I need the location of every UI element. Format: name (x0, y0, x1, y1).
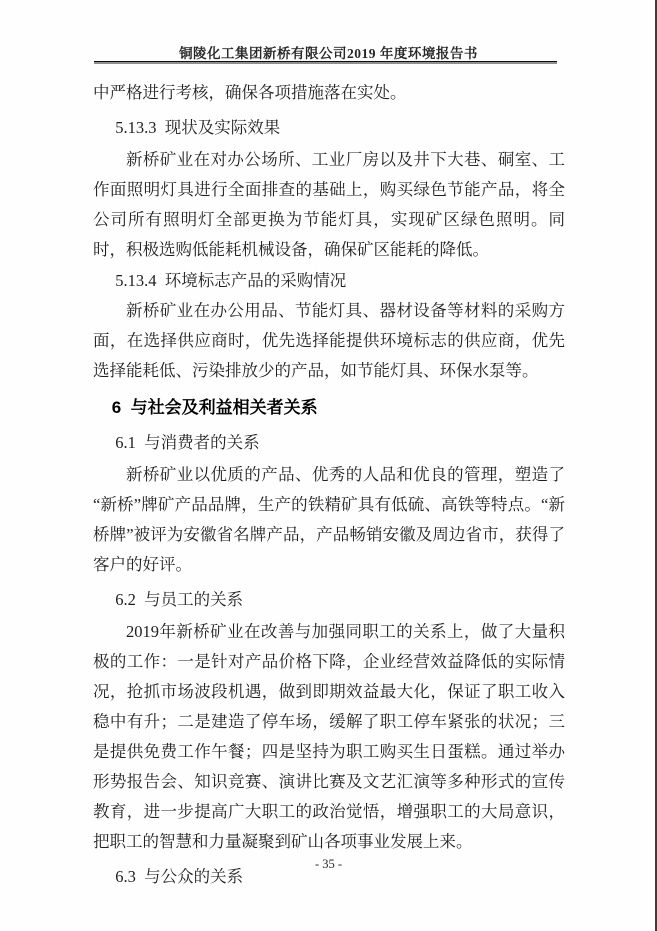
heading-5-13-4: 5.13.4 环境标志产品的采购情况 (115, 271, 347, 290)
heading-5-13-3: 5.13.3 现状及实际效果 (115, 118, 281, 137)
paragraph-carryover: 中严格进行考核，确保各项措施落在实处。 (93, 83, 407, 102)
paragraph-5-13-3: 新桥矿业在对办公场所、工业厂房以及井下大巷、硐室、工作面照明灯具进行全面排查的基础上，购买绿色节能产品，将全公司所有照明灯全部更换为节能灯具，实现矿区绿色照明。同时，积极选购低能耗机械设备，确保矿区能耗的降低。 (93, 150, 565, 259)
page-number: - 35 - (314, 857, 343, 871)
heading-6-2: 6.2 与员工的关系 (115, 590, 244, 609)
paragraph-6-1: 新桥矿业以优质的产品、优秀的人品和优良的管理，塑造了 “新桥”牌矿产品品牌，生产的铁精矿具有低硫、高铁等特点。“新桥牌”被评为安徽省名牌产品，产品畅销安徽及周边省市，获得了客户的好评。 (93, 465, 565, 574)
heading-6-1: 6.1 与消费者的关系 (115, 433, 260, 452)
document-body (93, 78, 565, 894)
heading-6-3: 6.3 与公众的关系 (115, 867, 244, 886)
paragraph-5-13-4: 新桥矿业在办公用品、节能灯具、器材设备等材料的采购方面，在选择供应商时，优先选择能提供环境标志的供应商，优先选择能耗低、污染排放少的产品，如节能灯具、环保水泵等。 (93, 301, 565, 380)
heading-chapter-6: 6 与社会及利益相关者关系 (111, 398, 318, 417)
page-header-title: 铜陵化工集团新桥有限公司2019 年度环境报告书 (179, 46, 478, 61)
paragraph-6-2: 2019年新桥矿业在改善与加强同职工的关系上，做了大量积极的工作：一是针对产品价格下降，企业经营效益降低的实际情况，抢抓市场波段机遇，做到即期效益最大化，保证了职工收入稳中有升；二是建造了停车场，缓解了职工停车紧张的状况；三是提供免费工作午餐；四是坚持为职工购买生日蛋糕。通过举办形势报告会、知识竞赛、演讲比赛及文艺汇演等多种形式的宣传教育，进一步提高广大职工的政治觉悟，增强职工的大局意识，把职工的智慧和力量凝聚到矿山各项事业发展上来。 (93, 622, 565, 851)
header-rule-divider (94, 61, 557, 64)
